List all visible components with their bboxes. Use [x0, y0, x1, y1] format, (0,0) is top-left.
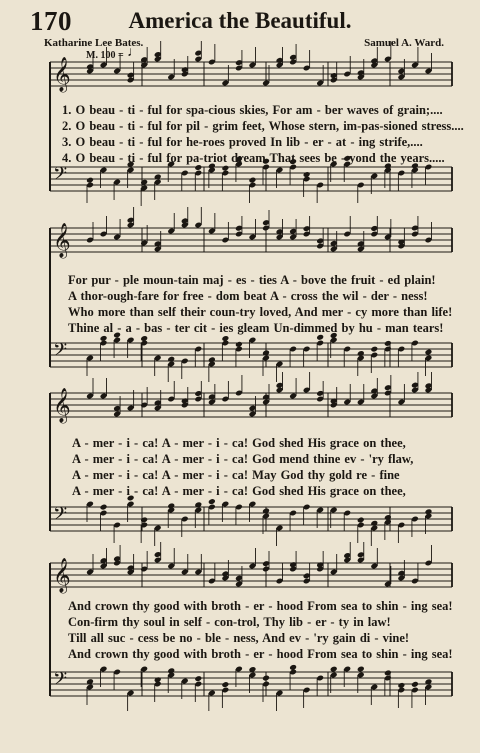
note-head	[221, 681, 229, 688]
note-head	[100, 335, 108, 342]
verse-2-line-1: 2. O beau - ti - ful for pil - grim feet, Whose stern, im-pas-sioned stress....	[62, 119, 464, 133]
note-head	[140, 516, 148, 523]
note-head	[303, 171, 311, 178]
bass-clef-icon: 𝄢	[53, 504, 68, 529]
verse-1-line-3: A - mer - i - ca! A - mer - i - ca! God shed His grace on thee,	[72, 436, 406, 450]
verse-1-line-2: For pur - ple moun-tain maj - es - ties A - bove the fruit - ed plain!	[68, 273, 436, 287]
note-head	[140, 335, 148, 342]
verse-2-line-3: A - mer - i - ca! A - mer - i - ca! God mend thine ev - 'ry flaw,	[72, 452, 414, 466]
bass-clef-icon: 𝄢	[53, 340, 68, 365]
verse-4-line-3: A - mer - i - ca! A - mer - i - ca! God shed His grace on thee,	[72, 484, 406, 498]
treble-clef-icon: 𝄞	[53, 558, 71, 593]
note-head	[208, 498, 216, 505]
lyricist: Katharine Lee Bates.	[44, 37, 144, 49]
verse-1-line-4: And crown thy good with broth - er - hood From sea to shin - ing sea!	[68, 599, 453, 613]
note-head	[384, 669, 392, 676]
bass-clef-icon: 𝄢	[53, 164, 68, 189]
note-head	[167, 667, 175, 674]
verse-1-line-1: 1. O beau - ti - ful for spa-cious skies, For am - ber waves of grain;....	[62, 103, 443, 117]
treble-clef-icon: 𝄞	[53, 388, 71, 423]
hymn-title: America the Beautiful.	[128, 8, 352, 33]
quarter-note-icon: ♩	[127, 45, 141, 60]
note-head	[357, 350, 365, 357]
note-head	[384, 340, 392, 347]
bass-clef-icon: 𝄢	[53, 669, 68, 694]
note-head	[289, 664, 297, 671]
note-head	[330, 666, 338, 673]
verse-3-line-4: Till all suc - cess be no - ble - ness, And ev - 'ry gain di - vine!	[68, 631, 410, 645]
verse-4-line-4: And crown thy good with broth - er - hood From sea to shin - ing sea!	[68, 647, 453, 661]
note-head	[167, 356, 175, 363]
note-head	[384, 514, 392, 521]
note-head	[249, 177, 257, 184]
tempo-marking: M. 100 =	[86, 50, 124, 61]
verse-3-line-2: Who more than self their coun-try loved, And mer - cy more than life!	[68, 305, 453, 319]
note-head	[370, 520, 378, 527]
hymn-number: 170	[30, 6, 72, 36]
note-head	[397, 682, 405, 689]
treble-clef-icon: 𝄞	[53, 223, 71, 258]
note-head	[208, 356, 216, 363]
note-head	[194, 675, 202, 682]
note-head	[235, 341, 243, 348]
note-head	[357, 666, 365, 673]
verse-4-line-1: 4. O beau - ti - ful for pa-triot dream That sees be - yond the years.....	[62, 151, 445, 165]
note-head	[167, 502, 175, 509]
treble-clef-icon: 𝄞	[53, 57, 71, 92]
verse-3-line-3: A - mer - i - ca! A - mer - i - ca! May God thy gold re - fine	[72, 468, 400, 482]
note-head	[370, 346, 378, 353]
verse-4-line-2: Thine al - a - bas - ter cit - ies gleam Un-dimmed by hu - man tears!	[68, 321, 444, 335]
note-head	[86, 177, 94, 184]
note-head	[262, 675, 270, 682]
verse-3-line-1: 3. O beau - ti - ful for he-roes proved In lib - er - at - ing strife,....	[62, 135, 423, 149]
note-head	[357, 517, 365, 524]
composer: Samuel A. Ward.	[364, 37, 444, 49]
verse-2-line-4: Con-firm thy soul in self - con-trol, Thy lib - er - ty in law!	[68, 615, 391, 629]
note-head	[411, 681, 419, 688]
note-head	[221, 335, 229, 342]
note-head	[425, 349, 433, 356]
note-head	[100, 504, 108, 511]
verse-2-line-2: A thor-ough-fare for free - dom beat A - cross the wil - der - ness!	[68, 289, 428, 303]
note-head	[425, 508, 433, 515]
note-head	[154, 676, 162, 683]
